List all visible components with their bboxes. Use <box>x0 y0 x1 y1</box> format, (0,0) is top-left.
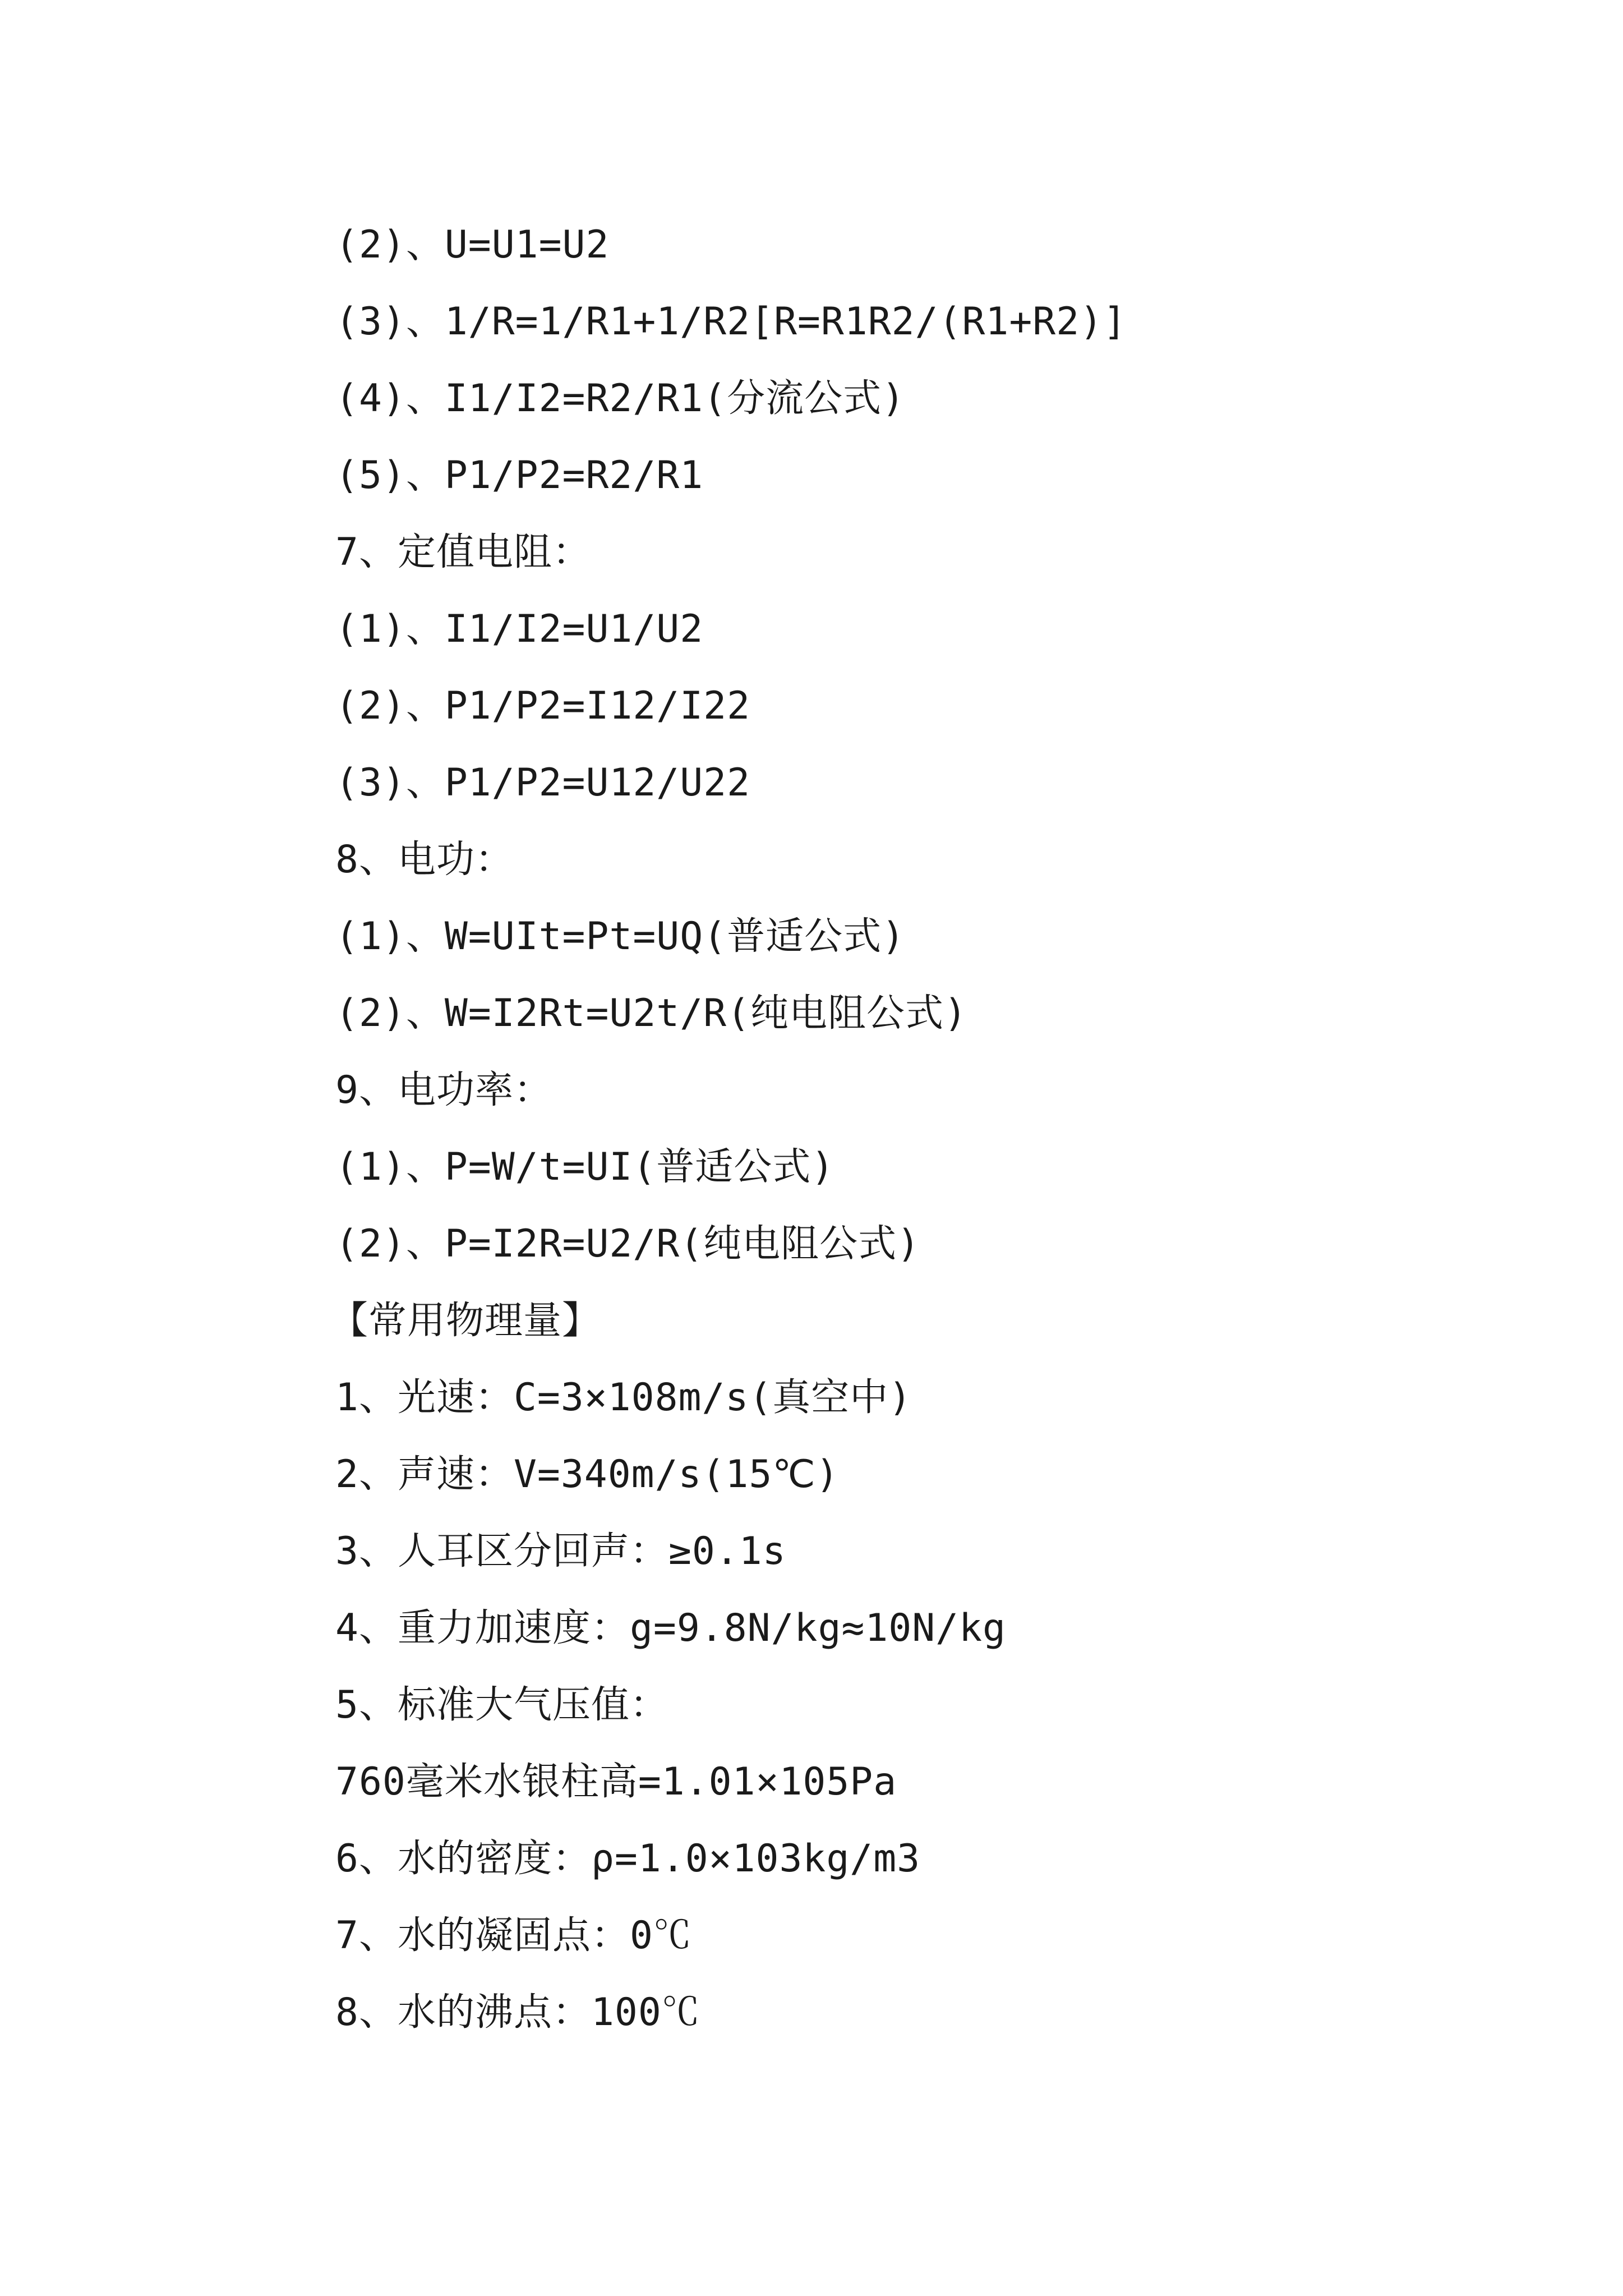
fixed-resistor-power-current-ratio: (2)、P1/P2=I12/I22 <box>335 684 751 728</box>
document-body <box>330 206 1513 2051</box>
electric-power-general-formula: (1)、P=W/t=UI(普适公式) <box>335 1145 835 1189</box>
section-electric-work: 8、电功： <box>335 838 514 882</box>
electric-power-resistive-formula: (2)、P=I2R=U2/R(纯电阻公式) <box>335 1222 921 1266</box>
gravitational-acceleration: 4、重力加速度：g=9.8N/kg≈10N/kg <box>335 1606 1006 1650</box>
fixed-resistor-current-ratio: (1)、I1/I2=U1/U2 <box>335 607 704 651</box>
standard-atmospheric-pressure-label: 5、标准大气压值： <box>335 1683 668 1727</box>
standard-atmospheric-pressure-value: 760毫米水银柱高=1.01×105Pa <box>335 1760 897 1804</box>
speed-of-light: 1、光速：C=3×108m/s(真空中) <box>335 1375 912 1420</box>
parallel-power-ratio-formula: (5)、P1/P2=R2/R1 <box>335 453 704 498</box>
section-common-physical-quantities: 【常用物理量】 <box>330 1299 601 1343</box>
water-boiling-point: 8、水的沸点：100℃ <box>335 1990 700 2035</box>
section-fixed-resistor: 7、定值电阻： <box>335 530 591 574</box>
parallel-voltage-formula: (2)、U=U1=U2 <box>335 223 610 267</box>
section-electric-power: 9、电功率： <box>335 1068 552 1112</box>
electric-work-resistive-formula: (2)、W=I2Rt=U2t/R(纯电阻公式) <box>335 991 967 1036</box>
water-freezing-point: 7、水的凝固点：0℃ <box>335 1913 692 1958</box>
speed-of-sound: 2、声速：V=340m/s(15℃) <box>335 1452 840 1497</box>
water-density: 6、水的密度：ρ=1.0×103kg/m3 <box>335 1837 921 1881</box>
echo-distinction-time: 3、人耳区分回声：≥0.1s <box>335 1529 786 1573</box>
parallel-resistance-formula: (3)、1/R=1/R1+1/R2[R=R1R2/(R1+R2)] <box>335 300 1127 344</box>
electric-work-general-formula: (1)、W=UIt=Pt=UQ(普适公式) <box>335 914 906 959</box>
current-divider-formula: (4)、I1/I2=R2/R1(分流公式) <box>335 376 906 421</box>
fixed-resistor-power-voltage-ratio: (3)、P1/P2=U12/U22 <box>335 761 751 805</box>
